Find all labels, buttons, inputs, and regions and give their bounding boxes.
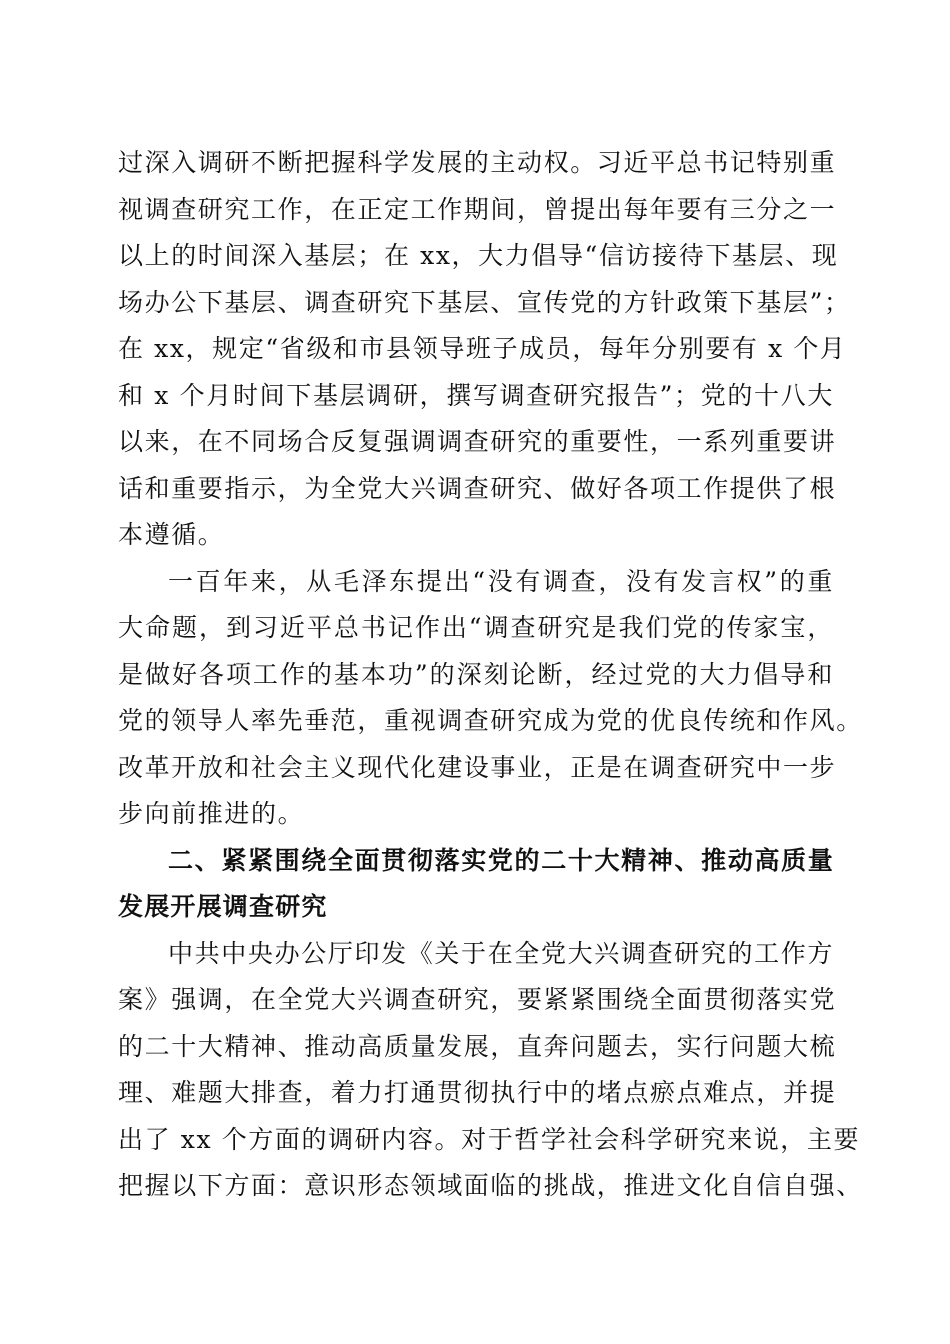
paragraph-line: 和 x 个月时间下基层调研，撰写调查研究报告”；党的十八大 <box>118 380 834 410</box>
paragraph-1 <box>118 140 851 559</box>
paragraph-line: 的二十大精神、推动高质量发展，直奔问题去，实行问题大梳 <box>118 1031 837 1061</box>
paragraph-line: 一百年来，从毛泽东提出“没有调查，没有发言权”的重 <box>168 566 834 596</box>
paragraph-2 <box>118 559 863 838</box>
paragraph-line: 以来，在不同场合反复强调调查研究的重要性，一系列重要讲 <box>118 427 837 456</box>
paragraph-line: 大命题，到习近平总书记作出“调查研究是我们党的传家宝， <box>118 613 834 642</box>
paragraph-line: 步向前推进的。 <box>118 799 305 828</box>
paragraph-line: 中共中央办公厅印发《关于在全党大兴调查研究的工作方 <box>168 938 834 968</box>
paragraph-line: 把握以下方面：意识形态领域面临的挑战，推进文化自信自强、 <box>118 1171 863 1200</box>
paragraph-line: 案》强调，在全党大兴调查研究，要紧紧围绕全面贯彻落实党 <box>118 985 837 1014</box>
paragraph-line: 出了 xx 个方面的调研内容。对于哲学社会科学研究来说，主要 <box>118 1124 861 1154</box>
paragraph-line: 在 xx，规定“省级和市县领导班子成员，每年分别要有 x 个月 <box>118 334 847 363</box>
paragraph-line: 视调查研究工作，在正定工作期间，曾提出每年要有三分之一 <box>118 194 837 224</box>
paragraph-line: 是做好各项工作的基本功”的深刻论断，经过党的大力倡导和 <box>118 659 834 689</box>
paragraph-line: 党的领导人率先垂范，重视调查研究成为党的优良传统和作风。 <box>118 706 863 735</box>
paragraph-line: 本遵循。 <box>118 520 225 549</box>
document-body <box>118 140 863 1210</box>
paragraph-line: 过深入调研不断把握科学发展的主动权。习近平总书记特别重 <box>118 148 837 177</box>
paragraph-line: 以上的时间深入基层；在 xx，大力倡导“信访接待下基层、现 <box>118 241 839 270</box>
paragraph-line: 理、难题大排查，着力打通贯彻执行中的堵点瘀点难点，并提 <box>118 1078 837 1107</box>
section-heading <box>118 838 834 931</box>
heading-line: 二、紧紧围绕全面贯彻落实党的二十大精神、推动高质量 <box>168 845 834 875</box>
paragraph-line: 话和重要指示，为全党大兴调查研究、做好各项工作提供了根 <box>118 473 837 503</box>
paragraph-line: 改革开放和社会主义现代化建设事业，正是在调查研究中一步 <box>118 752 837 782</box>
heading-line: 发展开展调查研究 <box>118 892 328 921</box>
paragraph-3 <box>118 931 863 1210</box>
paragraph-line: 场办公下基层、调查研究下基层、宣传党的方针政策下基层”； <box>118 287 851 317</box>
